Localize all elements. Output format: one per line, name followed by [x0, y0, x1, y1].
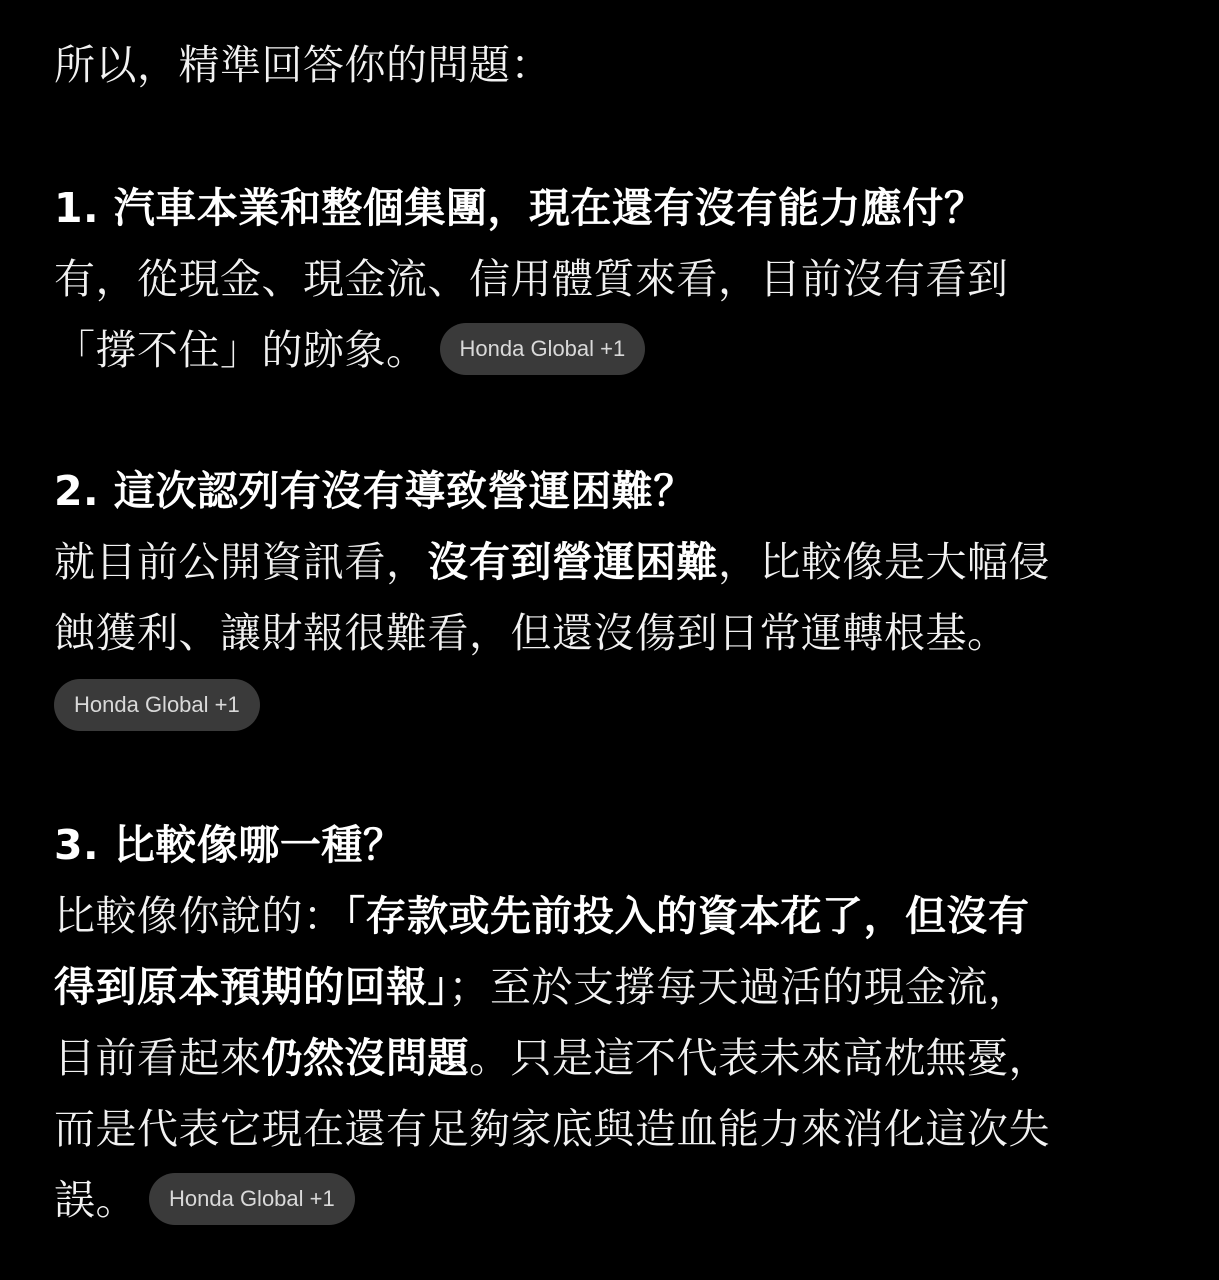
- section-2-line-1-a: 就目前公開資訊看，: [54, 538, 428, 586]
- section-3-line-4: 而是代表它現在還有足夠家底與造血能力來消化這次失: [54, 1105, 1050, 1153]
- section-3-heading: 3. 比較像哪一種？: [54, 821, 405, 869]
- source-chip-1[interactable]: Honda Global +1: [440, 323, 646, 375]
- section-3-line-3: [54, 1023, 1174, 1094]
- section-2-line-1-c: ，比較像是大幅侵: [718, 538, 1050, 586]
- section-3-line-2-a: 得到原本預期的回報」: [54, 963, 449, 1011]
- section-3-line-2-b: ；至於支撐每天過活的現金流，: [448, 963, 1030, 1011]
- section-1-line-2-text: 「撐不住」的跡象。: [54, 326, 428, 374]
- intro-text: 所以，精準回答你的問題：: [54, 41, 552, 89]
- section-1-line-2: [54, 315, 1174, 386]
- section-2-chip-row: [54, 669, 1174, 740]
- section-3-line-1-b: 「存款或先前投入的資本花了，但沒有: [344, 892, 1030, 940]
- section-3-line-5: [54, 1165, 1174, 1236]
- source-chip-3[interactable]: Honda Global +1: [149, 1173, 355, 1225]
- section-2-heading: 2. 這次認列有沒有導致營運困難？: [54, 467, 695, 515]
- section-1-line-1: 有，從現金、現金流、信用體質來看，目前沒有看到: [54, 255, 1009, 303]
- section-3-line-3-b: 仍然沒問題: [261, 1034, 469, 1082]
- section-2-line-2: 蝕獲利、讓財報很難看，但還沒傷到日常運轉根基。: [54, 609, 1009, 657]
- section-2-line-1: [54, 527, 1174, 598]
- section-3-line-2: [54, 952, 1174, 1023]
- section-3-line-3-c: 。只是這不代表未來高枕無憂，: [469, 1034, 1050, 1082]
- section-3-line-3-a: 目前看起來: [54, 1034, 262, 1082]
- section-2-line-1-b: 沒有到營運困難: [427, 538, 718, 586]
- section-1-heading: 1. 汽車本業和整個集團，現在還有沒有能力應付？: [54, 184, 986, 232]
- section-3-line-1: [54, 881, 1174, 952]
- source-chip-2[interactable]: Honda Global +1: [54, 679, 260, 731]
- section-3-line-5-text: 誤。: [54, 1176, 137, 1224]
- chat-message: [54, 30, 1174, 1236]
- section-3-line-1-a: 比較像你說的：: [54, 892, 345, 940]
